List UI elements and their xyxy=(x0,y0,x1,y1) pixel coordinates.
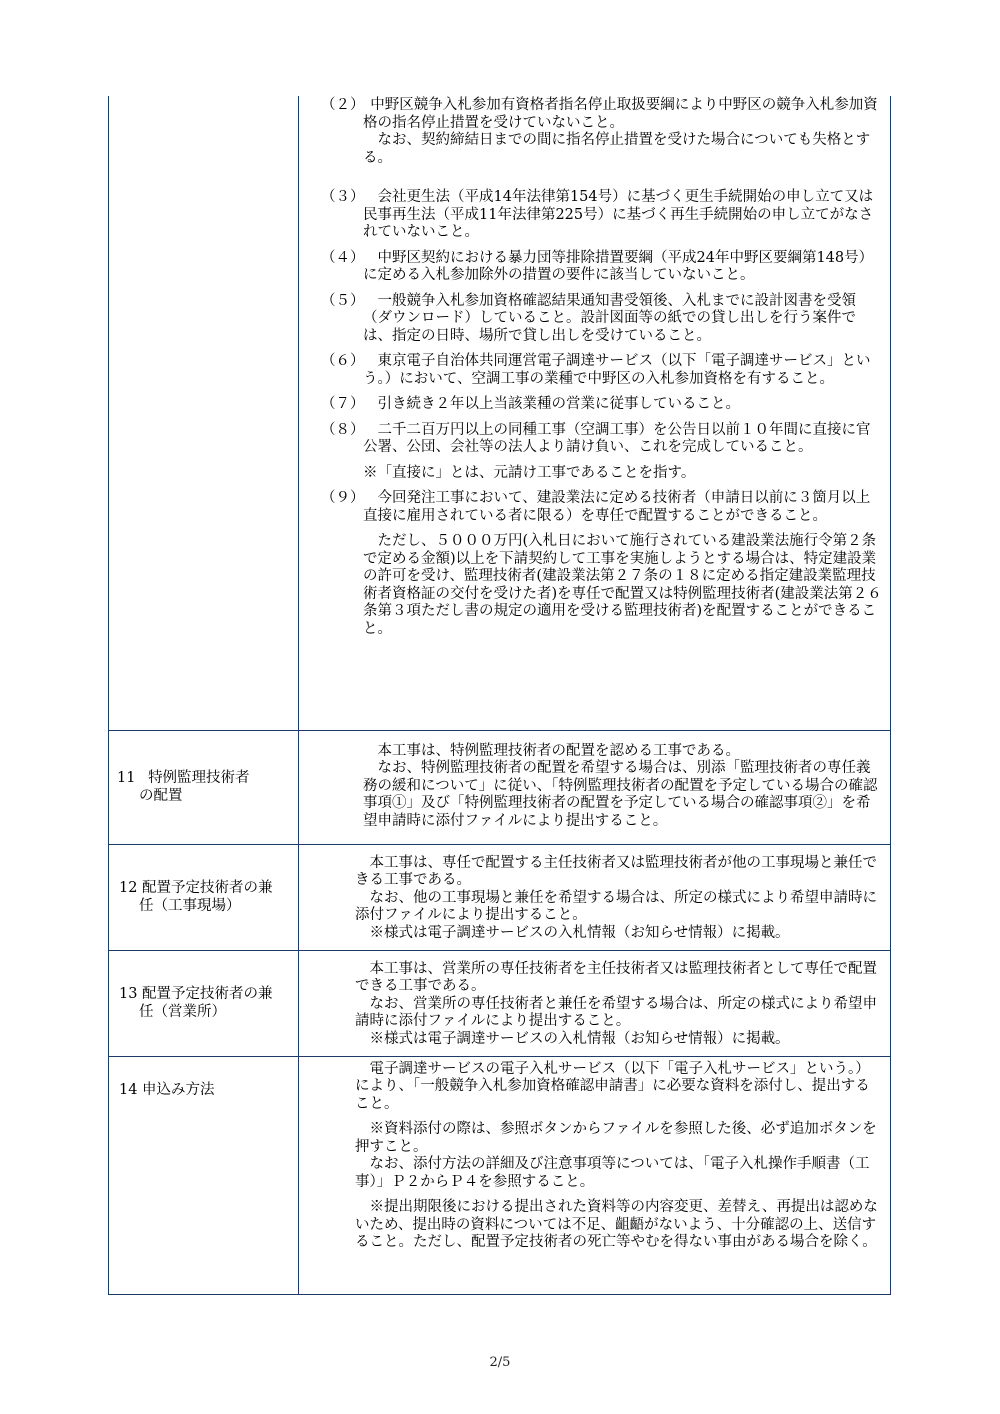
row-14-label-cell xyxy=(109,1056,299,1294)
row-12 xyxy=(109,844,891,950)
row-11-label: 特例監理技術者 xyxy=(148,770,250,786)
row-14 xyxy=(109,1056,891,1294)
row-13-content-cell xyxy=(299,950,891,1056)
row-14-label: 14 申込み方法 xyxy=(119,1081,215,1098)
row-13-label-line2: 任（営業所） xyxy=(139,1004,226,1020)
item-text: 中野区契約における暴力団等排除措置要綱（平成24年中野区要綱第148号）に定める入札参加除外の措置の要件に該当していないこと。 xyxy=(363,249,874,283)
row-11 xyxy=(109,730,891,844)
item-text: ただし、５０００万円(入札日において施行されている建設業法施行令第２条で定める金額)以上を下請契約して工事を実施しようとする場合は、特定建設業の許可を受け、監理技術者(建設業法第２７条の１８に定める指定建設業監理技術者資格証の交付を受けた者)を専任で配置又は特例監理技術者(建設業法第２６条第３項ただし書の規定の適用を受ける監理技術者)を配置することができること。 xyxy=(363,533,882,637)
item-number: （８） xyxy=(321,421,365,438)
item-text: 一般競争入札参加資格確認結果通知書受領後、入札までに設計図書を受領（ダウンロード）していること。設計図面等の紙での貸し出しを行う案件では、指定の日時、場所で貸し出しを受けていること。 xyxy=(363,292,856,344)
item-text: 二千二百万円以上の同種工事（空調工事）を公告日以前１０年間に直接に官公署、公団、会社等の法人より請け負い、これを完成していること。 xyxy=(363,421,871,455)
item-number: （２） xyxy=(321,97,365,113)
row-14-note: ※提出期限後における提出された資料等の内容変更、差替え、再提出は認めないため、提出時の資料については不足、齟齬がないよう、十分確認の上、送信すること。ただし、配置予定技術者の死亡等やむを得ない事由がある場合を除く。 xyxy=(355,1199,878,1250)
qualifications-row xyxy=(109,96,891,730)
item-text: 引き続き２年以上当該業種の営業に従事していること。 xyxy=(377,396,740,412)
row-14-text: なお、添付方法の詳細及び注意事項等については、「電子入札操作手順書（工事）」Ｐ２からＰ４を参照すること。 xyxy=(355,1156,870,1190)
qualification-item xyxy=(307,490,884,638)
row-12-label: 12 配置予定技術者の兼 xyxy=(119,880,273,896)
item-number: （６） xyxy=(321,353,365,369)
item-text: なお、契約締結日までの間に指名停止措置を受けた場合についても失格とする。 xyxy=(363,132,871,166)
row-13-note: ※様式は電子調達サービスの入札情報（お知らせ情報）に掲載。 xyxy=(369,1030,790,1047)
item-number: （５） xyxy=(321,292,365,309)
qualification-item xyxy=(307,353,884,388)
item-number: （３） xyxy=(321,189,365,205)
row-11-label-cell xyxy=(109,730,299,844)
row-12-label-cell xyxy=(109,844,299,950)
row-12-label-line2: 任（工事現場） xyxy=(139,898,241,914)
qualification-item xyxy=(307,250,884,285)
qualification-item xyxy=(307,422,884,483)
row-12-note: ※様式は電子調達サービスの入札情報（お知らせ情報）に掲載。 xyxy=(369,924,790,941)
qualification-item xyxy=(307,97,884,167)
requirements-table xyxy=(108,96,891,1295)
page-number: 2/5 xyxy=(489,1355,511,1370)
item-number: （９） xyxy=(321,490,365,506)
item-text: 今回発注工事において、建設業法に定める技術者（申請日以前に３箇月以上直接に雇用されている者に限る）を専任で配置することができること。 xyxy=(363,490,871,524)
item-text: 東京電子自治体共同運営電子調達サービス（以下「電子調達サービス」という。）において、空調工事の業種で中野区の入札参加資格を有すること。 xyxy=(363,353,871,387)
row-11-text: 本工事は、特例監理技術者の配置を認める工事である。 xyxy=(377,742,740,759)
item-number: （４） xyxy=(321,249,365,266)
row-12-content-cell xyxy=(299,844,891,950)
qualification-item xyxy=(307,293,884,346)
row-12-text: なお、他の工事現場と兼任を希望する場合は、所定の様式により希望申請時に添付ファイルにより提出すること。 xyxy=(355,889,877,923)
row-11-label-line2: の配置 xyxy=(139,788,183,804)
row-11-text: なお、特例監理技術者の配置を希望する場合は、別添「監理技術者の専任義務の緩和について」に従い、「特例監理技術者の配置を予定している場合の確認事項①」及び「特例監理技術者の配置を予定している場合の確認事項②」を希望申請時に添付ファイルにより提出すること。 xyxy=(363,760,878,829)
row-13-text: 本工事は、営業所の専任技術者を主任技術者又は監理技術者として専任で配置できる工事である。 xyxy=(355,960,877,994)
qualification-item xyxy=(307,189,884,242)
item-text: 会社更生法（平成14年法律第154号）に基づく更生手続開始の申し立て又は民事再生法（平成11年法律第225号）に基づく再生手続開始の申し立てがなされていないこと。 xyxy=(363,189,874,240)
row-14-content-cell xyxy=(299,1056,891,1294)
qualification-item xyxy=(307,396,884,414)
item-number: （７） xyxy=(321,396,365,412)
item-text: 中野区競争入札参加有資格者指名停止取扱要綱により中野区の競争入札参加資格の指名停止措置を受けていないこと。 xyxy=(363,97,878,131)
qualifications-label-cell xyxy=(109,96,299,730)
row-13-label-cell xyxy=(109,950,299,1056)
row-11-number: 11 xyxy=(117,770,136,786)
qualifications-content-cell xyxy=(299,96,891,730)
row-14-note: ※資料添付の際は、参照ボタンからファイルを参照した後、必ず追加ボタンを押すこと。 xyxy=(355,1121,877,1155)
item-note: ※「直接に」とは、元請け工事であることを指す。 xyxy=(363,464,696,481)
row-11-content-cell xyxy=(299,730,891,844)
row-12-text: 本工事は、専任で配置する主任技術者又は監理技術者が他の工事現場と兼任できる工事である。 xyxy=(355,854,877,888)
row-14-text: 電子調達サービスの電子入札サービス（以下「電子入札サービス」という。）により、「一般競争入札参加資格確認申請書」に必要な資料を添付し、提出すること。 xyxy=(355,1060,870,1112)
row-13 xyxy=(109,950,891,1056)
row-13-label: 13 配置予定技術者の兼 xyxy=(119,986,273,1002)
row-13-text: なお、営業所の専任技術者と兼任を希望する場合は、所定の様式により希望申請時に添付ファイルにより提出すること。 xyxy=(355,995,877,1029)
